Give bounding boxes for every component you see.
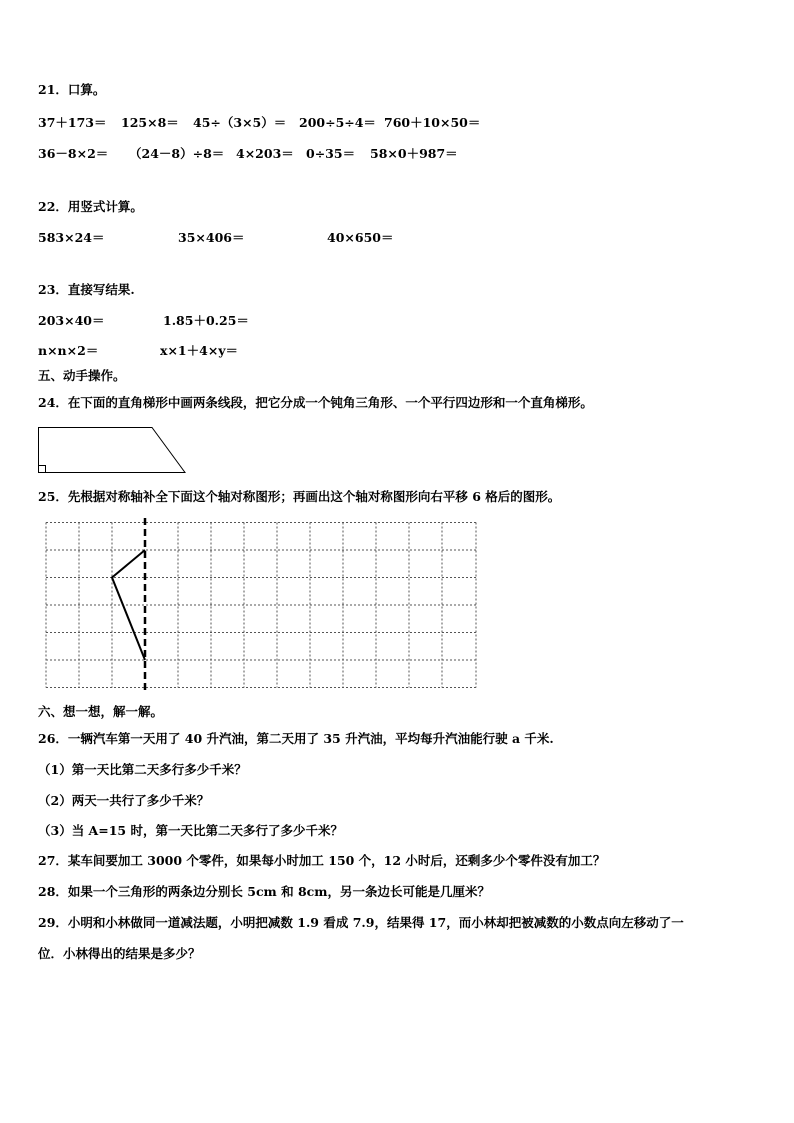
q23-item: 203×40＝ bbox=[38, 313, 105, 328]
section-heading: 五、动手操作。 bbox=[38, 368, 126, 383]
q25-text: 25．先根据对称轴补全下面这个轴对称图形；再画出这个轴对称图形向右平移 6 格后的图形。 bbox=[38, 489, 561, 504]
q21-item: 200÷5÷4＝ bbox=[299, 115, 376, 130]
q21-item: 45÷（3×5）＝ bbox=[193, 115, 287, 130]
q21-item: 37＋173＝ bbox=[38, 115, 107, 130]
q23-item: 1.85＋0.25＝ bbox=[163, 313, 249, 328]
q28-text: 28．如果一个三角形的两条边分别长 5cm 和 8cm，另一条边长可能是几厘米？ bbox=[38, 884, 491, 899]
q21-item: 58×0＋987＝ bbox=[370, 146, 458, 161]
right-trapezoid-figure bbox=[34, 422, 190, 476]
q26-sub: （3）当 A=15 时，第一天比第二天多行了多少千米？ bbox=[38, 823, 343, 838]
q29-text: 29．小明和小林做同一道减法题，小明把减数 1.9 看成 7.9，结果得 17，而小林却把被减数的小数点向左移动了一 bbox=[38, 915, 684, 930]
q29-text: 位．小林得出的结果是多少？ bbox=[38, 946, 201, 961]
q26-text: 26．一辆汽车第一天用了 40 升汽油，第二天用了 35 升汽油，平均每升汽油能行驶 a 千米. bbox=[38, 731, 554, 746]
q23-item: x×1＋4×y＝ bbox=[160, 343, 239, 358]
q26-sub: （2）两天一共行了多少千米？ bbox=[38, 793, 210, 808]
q27-text: 27．某车间要加工 3000 个零件，如果每小时加工 150 个，12 小时后，还剩多少个零件没有加工？ bbox=[38, 853, 606, 868]
q26-sub: （1）第一天比第二天多行多少千米？ bbox=[38, 762, 247, 777]
symmetry-grid-figure bbox=[40, 518, 482, 694]
q21-item: 36－8×2＝ bbox=[38, 146, 109, 161]
q21-item: （24－8）÷8＝ bbox=[129, 146, 225, 161]
q21-item: 4×203＝ bbox=[236, 146, 294, 161]
q24-text: 24．在下面的直角梯形中画两条线段，把它分成一个钝角三角形、一个平行四边形和一个直角梯形。 bbox=[38, 395, 593, 410]
q21-item: 0÷35＝ bbox=[306, 146, 356, 161]
section-heading: 六、想一想，解一解。 bbox=[38, 704, 164, 719]
q22-item: 35×406＝ bbox=[178, 230, 245, 245]
q21-title: 21．口算。 bbox=[38, 82, 106, 97]
q22-item: 583×24＝ bbox=[38, 230, 105, 245]
q23-title: 23．直接写结果. bbox=[38, 282, 135, 297]
q23-item: n×n×2＝ bbox=[38, 343, 99, 358]
q22-title: 22．用竖式计算。 bbox=[38, 199, 143, 214]
q21-item: 760＋10×50＝ bbox=[384, 115, 481, 130]
q21-item: 125×8＝ bbox=[121, 115, 179, 130]
q22-item: 40×650＝ bbox=[327, 230, 394, 245]
